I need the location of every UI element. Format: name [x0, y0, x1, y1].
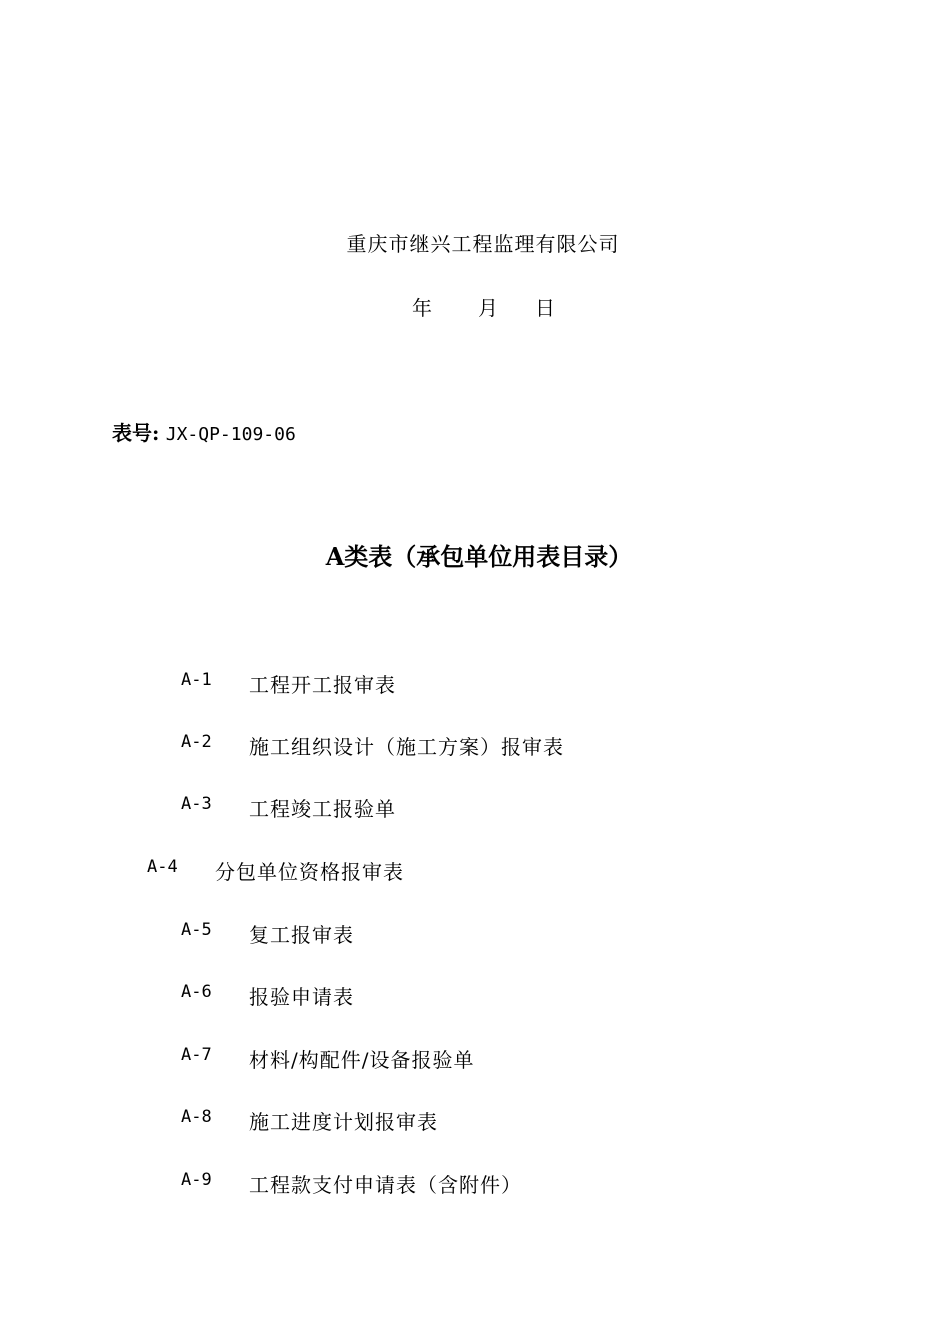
company-name: 重庆市继兴工程监理有限公司: [346, 232, 620, 256]
item-name: 施工组织设计（施工方案）报审表: [249, 735, 564, 759]
item-name: 报验申请表: [249, 985, 354, 1009]
item-name: 工程款支付申请表（含附件）: [249, 1173, 522, 1197]
item-name: 材料/构配件/设备报验单: [249, 1048, 475, 1072]
item-code: A-2: [181, 732, 212, 752]
item-name: 工程竣工报验单: [249, 797, 396, 821]
item-name: 分包单位资格报审表: [215, 860, 404, 884]
item-code: A-6: [181, 982, 212, 1002]
year-label: 年: [412, 296, 432, 320]
month-label: 月: [478, 296, 498, 320]
form-number: [112, 417, 296, 446]
item-name: 工程开工报审表: [249, 673, 396, 697]
item-code: A-1: [181, 670, 212, 690]
item-code: A-3: [181, 794, 212, 814]
item-code: A-4: [147, 857, 178, 877]
item-code: A-9: [181, 1170, 212, 1190]
day-label: 日: [535, 296, 555, 320]
item-name: 施工进度计划报审表: [249, 1110, 438, 1134]
form-number-label: 表号:: [112, 421, 160, 445]
form-number-code: JX-QP-109-06: [165, 424, 296, 445]
page-title: A类表（承包单位用表目录）: [325, 542, 633, 571]
item-code: A-5: [181, 920, 212, 940]
item-code: A-7: [181, 1045, 212, 1065]
item-name: 复工报审表: [249, 923, 354, 947]
item-code: A-8: [181, 1107, 212, 1127]
